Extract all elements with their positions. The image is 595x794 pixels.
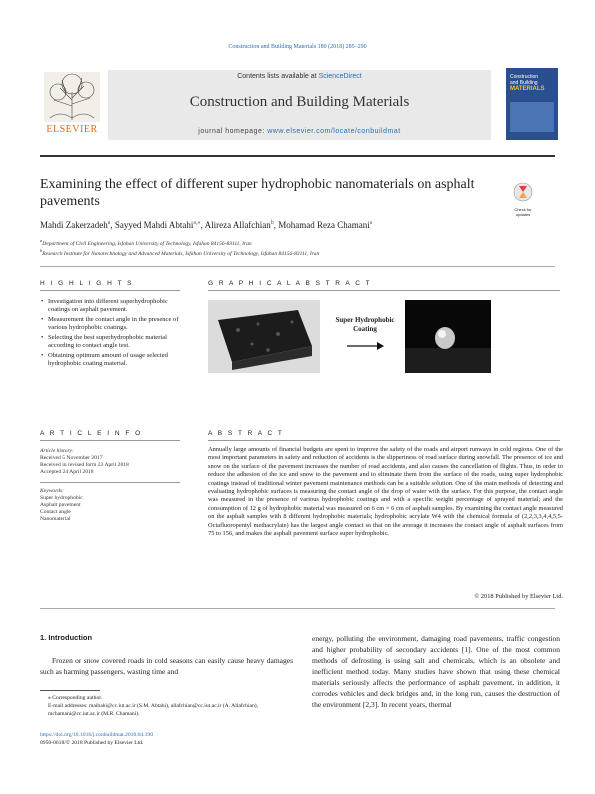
journal-cover xyxy=(506,68,558,140)
doi-link[interactable]: https://doi.org/10.1016/j.conbuildmat.2018.04.190 xyxy=(40,732,154,738)
article-info-rule xyxy=(40,440,180,441)
author-affiliation-mark[interactable]: b xyxy=(270,220,274,226)
cover-line-1: Construction xyxy=(510,74,539,80)
article-history xyxy=(40,448,180,476)
homepage-link[interactable]: www.elsevier.com/locate/conbuildmat xyxy=(267,128,401,135)
contents-prefix: Contents lists available at xyxy=(237,73,319,80)
abstract-text: Annually large amounts of financial budgets are spent to improve the safety of the roads and airport runways in cold regions. One of the most important parameters in safety and reduction of accidents is the slipperiness of road surface during snowfall. The presence of ice and snow on the surface of the pavement increases the number of road accidents, and also causes the cancellation of flights. Thus, in order to reduce the adhesion of the ice and snow to the pavement and to eliminate them from the surface of the roads, using super hydrophobic coatings instead of traditional winter pavement maintenance methods can be a suitable solution. One of the main methods of detecting and evaluating hydrophobic surfaces is measuring the contact angle of the drop of water with the surface. For this purpose, the contact angle was measured in the presence of various hydrophobic coatings and with a specific weight percentage of sprayed material; and the consumption of 12 g of hydrophobic material was measured on 6 cm × 6 cm of asphalt samples. By examining the contact angle measured on the asphalt samples with 8 different hydrophobic materials; hydrophobic acrylate W4 with the chemical formula of (2,2,3,3,4,4,5,5-Octafluoropentyl methacrylate) has the largest angle contact so that on the average it increases the contact angle of asphalt surfaces from 75 to 156, and makes the asphalt pavement surface super hydrophobic. xyxy=(208,446,563,538)
asphalt-sample-image xyxy=(208,300,320,373)
keyword[interactable]: Contact angle xyxy=(40,509,71,515)
history-date: Accepted 24 April 2018 xyxy=(40,469,94,475)
arrow-icon xyxy=(345,341,385,351)
highlight-item: • Obtaining optimum amount of usage selected hydrophobic coating material. xyxy=(48,352,180,368)
check-for-updates-badge[interactable] xyxy=(510,182,536,217)
elsevier-logo xyxy=(40,70,104,140)
affiliation-text: Research Institute for Nanotechnology and Advanced Materials, Isfahan University of Technology, Isfahan 84156-83111, Iran xyxy=(42,250,320,257)
author-affiliation-mark[interactable]: a,⁎ xyxy=(193,220,201,226)
introduction-text-left: Frozen or snow covered roads in cold seasons can easily cause heavy damages such as harming passengers, wasting time and xyxy=(40,656,293,676)
header-rule xyxy=(40,155,555,157)
graphical-abstract-caption: Super Hydrophobic Coating xyxy=(335,316,395,333)
author-affiliation-mark[interactable]: a xyxy=(107,220,111,226)
highlights-rule xyxy=(40,290,180,291)
highlight-item: • Selecting the best superhydrophobic material according to contact angle test. xyxy=(48,334,180,350)
highlight-item: • Investigation into different superhydrophobic coatings on asphalt pavement. xyxy=(48,298,180,314)
authors-rule xyxy=(40,266,555,267)
homepage-prefix: journal homepage: xyxy=(198,128,268,135)
history-rule xyxy=(40,482,180,483)
graphical-abstract-heading: G R A P H I C A L A B S T R A C T xyxy=(208,280,372,287)
highlights-list xyxy=(40,298,180,370)
crossmark-icon xyxy=(510,182,536,202)
history-date: Received in revised form 23 April 2018 xyxy=(40,462,129,468)
abstract-heading: A B S T R A C T xyxy=(208,430,284,437)
contents-line xyxy=(108,73,491,80)
author-name[interactable]: Alireza Allafchian xyxy=(204,220,271,230)
keyword[interactable]: Asphalt pavement xyxy=(40,502,81,508)
article-info-heading: A R T I C L E I N F O xyxy=(40,430,143,437)
affiliation xyxy=(40,238,540,247)
article-title: Examining the effect of different super hydrophobic nanomaterials on asphalt pavements xyxy=(40,177,475,209)
keyword[interactable]: Super hydrophobic xyxy=(40,495,83,501)
keyword[interactable]: Nanomaterial xyxy=(40,516,71,522)
author-list: Mahdi Zakerzadeh$^a$, Sayyed Mahdi Abtahi$^{a,⁎}$, Alireza Allafchian$^b$, Mohamad Reza Chamani$^a$ xyxy=(40,220,373,230)
author-name[interactable]: Mohamad Reza Chamani xyxy=(278,220,370,230)
journal-title: Construction and Building Materials xyxy=(189,94,410,110)
author-affiliation-mark[interactable]: a xyxy=(369,220,373,226)
keywords-block xyxy=(40,488,180,523)
footnotes xyxy=(40,694,293,718)
affiliation-mark: b xyxy=(40,248,43,253)
author-name[interactable]: Mahdi Zakerzadeh xyxy=(40,220,108,230)
graphical-abstract-rule xyxy=(208,290,560,291)
abstract-bottom-rule xyxy=(40,608,555,609)
copyright: © 2018 Published by Elsevier Ltd. xyxy=(474,593,563,600)
keywords-label: Keywords: xyxy=(40,488,65,494)
crossmark-label: Check for updates xyxy=(514,207,532,217)
cover-line-3: MATERIALS xyxy=(510,86,545,92)
water-droplet-image xyxy=(405,300,491,373)
affiliation-mark: a xyxy=(40,238,43,243)
highlights-heading: H I G H L I G H T S xyxy=(40,280,134,287)
abstract-rule xyxy=(208,440,560,441)
introduction-heading: 1. Introduction xyxy=(40,633,93,642)
doi-block xyxy=(40,732,293,747)
footnote-rule xyxy=(40,690,100,691)
introduction-text-right: energy, polluting the environment, damaging road pavements, traffic congestion and higher probability of secondary accidents [1]. One of the most common methods of defrosting is using salt and chemicals, which is an obsolete and inefficient method today. Many studies have shown that using these chemical materials seriously affects the performance of asphalt pavement, in addition, it corrodes vehicles and deck bridges and, in the long run, causes the destruction of the environment [2,3]. In recent years, thermal xyxy=(312,634,560,709)
sciencedirect-link[interactable]: ScienceDirect xyxy=(318,73,362,80)
author-name[interactable]: Sayyed Mahdi Abtahi xyxy=(114,220,194,230)
issn-line: 0950-0618/© 2018 Published by Elsevier Ltd. xyxy=(40,739,144,746)
corresponding-author-note: ⁎ Corresponding author. xyxy=(48,695,103,701)
affiliation xyxy=(40,248,540,257)
email-addresses[interactable]: E-mail addresses: maibahi@cc.iut.ac.ir (S.M. Abtahi), allafchian@cc.iut.ac.ir (A. Allafchian), mchamani@cc.iut.ac.ir (M.R. Chamani). xyxy=(48,703,259,717)
history-date: Received 5 November 2017 xyxy=(40,455,103,461)
journal-reference[interactable]: Construction and Building Materials 180 (2018) 285–290 xyxy=(228,44,367,50)
highlight-item: • Measurement the contact angle in the presence of various hydrophobic coatings. xyxy=(48,316,180,332)
publisher-name: ELSEVIER xyxy=(46,124,98,135)
cover-line-2: and Building xyxy=(510,80,538,86)
history-label: Article history: xyxy=(40,448,75,454)
affiliation-text: Department of Civil Engineering, Isfahan University of Technology, Isfahan 84156-83111, Iran xyxy=(42,240,252,247)
journal-homepage xyxy=(108,128,491,135)
